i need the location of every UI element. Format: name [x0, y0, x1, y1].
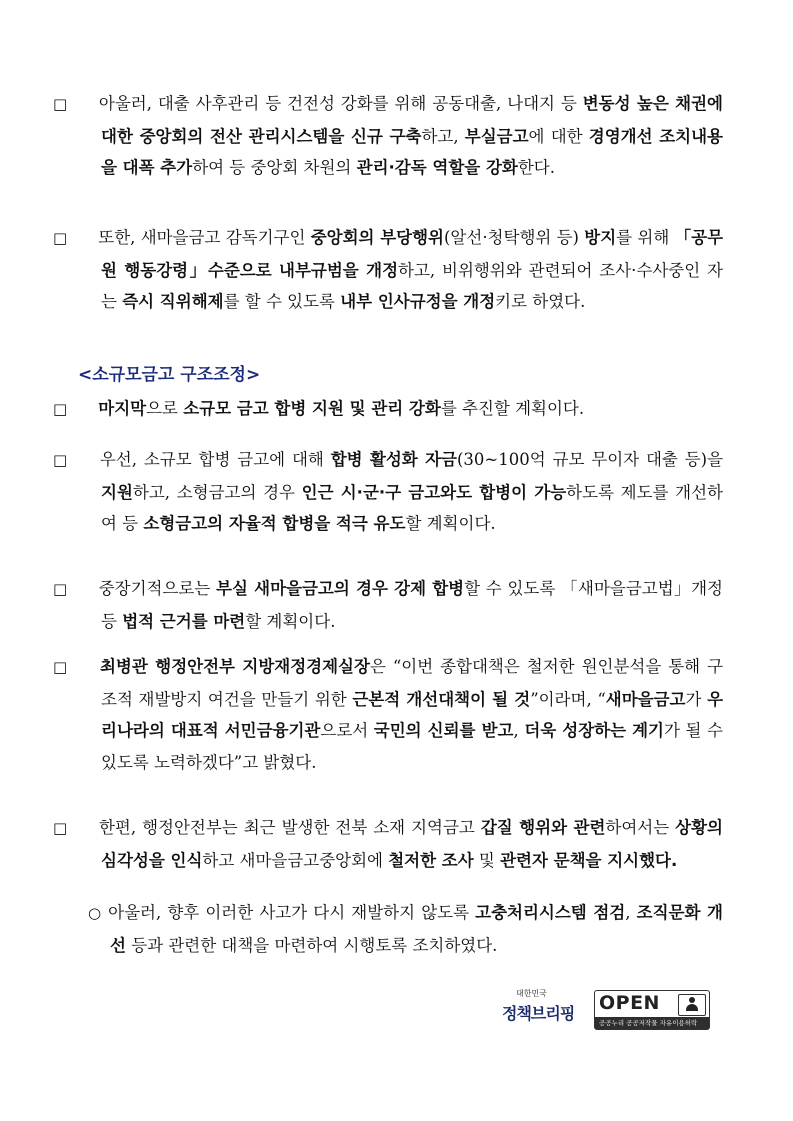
bold-text: 법적 근거를 마련	[122, 611, 246, 631]
open-license-bar: 공공누리 공공저작물 자유이용허락	[595, 1017, 709, 1029]
body-text: 를 추진할 계획이다.	[440, 399, 585, 418]
body-text: 할 계획이다.	[405, 514, 496, 533]
bold-text: 인근 시·군·구 금고와도 합병이 가능	[301, 482, 567, 502]
bold-text: 관리·감독 역할을 강화	[356, 158, 518, 177]
open-word: OPEN	[599, 992, 660, 1014]
bold-text: 조직문화 개선	[110, 903, 723, 955]
body-text: 또한, 새마을금고 감독기구인	[93, 228, 311, 247]
bold-text: 마지막	[98, 399, 147, 418]
logo-area	[502, 988, 712, 1038]
body-text: 를 할 수 있도록	[223, 292, 341, 311]
body-text: 우선, 소규모 합병 금고에 대해	[93, 450, 331, 469]
square-bullet-icon: □	[53, 95, 68, 113]
person-icon	[678, 994, 706, 1016]
policy-briefing-small-text: 대한민국	[516, 989, 547, 998]
square-bullet-icon: □	[53, 229, 68, 247]
body-text	[93, 657, 100, 676]
bold-text: 지원	[101, 482, 133, 502]
circle-bullet-icon: ○	[88, 904, 102, 922]
bold-text: 즉시 직위해제	[122, 292, 224, 311]
body-text: 할 수 있도록 「새마을금고법」개정 등	[101, 579, 723, 631]
body-text: 으로서	[320, 721, 374, 740]
bold-text: 합병 활성화 자금	[330, 450, 457, 469]
body-text: ,	[625, 903, 637, 922]
bold-text: 부실 새마을금고의 경우 강제 합병	[216, 579, 465, 598]
bold-text: 우리나라의 대표적 서민금융기관	[101, 689, 724, 740]
square-bullet-icon: □	[53, 580, 68, 598]
paragraph-central-misconduct	[53, 222, 724, 318]
bold-text: 변동성 높은 채권에 대한 중앙회의 전산 관리시스템을 신규 구축	[101, 94, 723, 146]
body-text: 가	[685, 689, 708, 709]
body-text: ,	[513, 721, 525, 740]
policy-briefing-logo	[502, 988, 586, 1036]
body-text: 한편, 행정안전부는 최근 발생한 전북 소재 지역금고	[93, 818, 481, 837]
body-text: 하여서는	[605, 818, 676, 837]
sub-item-followup	[88, 897, 723, 961]
bold-text: 방지	[584, 228, 617, 247]
bold-text: 부실금고	[464, 126, 529, 146]
paragraph-small-merger	[53, 393, 723, 426]
body-text: 하고, 비위행위와 관련되어 조사·수사중인 자는	[101, 260, 723, 311]
square-bullet-icon: □	[53, 451, 68, 469]
body-text: 하여 등 중앙회 차원의	[192, 158, 357, 177]
bold-text: 소규모 금고 합병 지원 및 관리 강화	[183, 399, 441, 418]
bold-text: 고충처리시스템 점검	[475, 903, 626, 922]
bold-text: 최병관 행정안전부 지방재정경제실장	[99, 657, 370, 676]
bold-text: 국민의 신뢰를 받고	[373, 721, 514, 740]
body-text: 아울러, 대출 사후관리 등 건전성 강화를 위해 공동대출, 나대지 등	[93, 94, 583, 113]
paragraph-loan-management	[53, 88, 723, 184]
bold-text: 더욱 성장하는 계기	[524, 721, 664, 740]
body-text: 하고 새마을금고중앙회에	[202, 850, 389, 870]
bold-text: 내부 인사규정을 개정	[340, 292, 496, 311]
paragraph-abuse-response	[53, 812, 723, 876]
body-text: 으로	[146, 399, 184, 418]
body-text: 등과 관련한 대책을 마련하여 시행토록 조치하였다.	[125, 935, 498, 955]
body-text: 를 위해	[616, 228, 675, 247]
bold-text: 경영개선 조치내용을 대폭 추가	[101, 126, 723, 177]
paragraph-forced-merger	[53, 573, 723, 637]
bold-text: 근본적 개선대책이 될 것	[352, 689, 531, 709]
bold-text: 「공무원 행동강령」수준으로 내부규범을 개정	[101, 228, 724, 280]
bold-text: 소형금고의 자율적 합병을 적극 유도	[143, 514, 406, 533]
bold-text: 관련자 문책을 지시했다.	[500, 850, 678, 870]
body-text: (30~100억 규모 무이자 대출 등)을	[456, 450, 724, 469]
body-text: 키로 하였다.	[495, 292, 586, 311]
open-license-logo	[594, 990, 710, 1030]
bold-text: 갑질 행위와 관련	[480, 818, 606, 837]
body-text: ”이라며, “	[530, 689, 606, 709]
body-text: 하고, 소형금고의 경우	[132, 482, 302, 502]
body-text: 하고,	[421, 126, 465, 146]
body-text: 가 될 수 있도록 노력하겠다”고 밝혔다.	[101, 721, 723, 772]
bold-text: 상황의 심각성을 인식	[101, 818, 723, 870]
body-text: 에 대한	[528, 126, 589, 146]
bold-text: 새마을금고	[605, 689, 686, 709]
square-bullet-icon: □	[53, 658, 68, 676]
square-bullet-icon: □	[53, 819, 68, 837]
bold-text: 철저한 조사	[388, 850, 474, 870]
body-text: 하도록 제도를 개선하여 등	[101, 482, 723, 533]
body-text: 및	[473, 850, 501, 870]
paragraph-official-remarks	[53, 651, 724, 778]
paragraph-merger-support	[53, 444, 724, 540]
body-text: 중장기적으로는	[93, 579, 217, 598]
section-heading: <소규모금고 구조조정>	[78, 365, 261, 385]
bold-text: 중앙회의 부당행위	[310, 228, 444, 247]
body-text: 은 “이번 종합대책은 철저한 원인분석을 통해 구조적 재발방지 여건을 만들기 위한	[101, 657, 724, 709]
body-text: (알선·청탁행위 등)	[444, 228, 585, 247]
square-bullet-icon: □	[53, 400, 68, 418]
body-text: 아울러, 향후 이러한 사고가 다시 재발하지 않도록	[102, 903, 476, 922]
body-text: 한다.	[517, 158, 555, 177]
body-text: 할 계획이다.	[245, 611, 336, 631]
policy-briefing-title: 정책브리핑	[502, 1004, 575, 1023]
